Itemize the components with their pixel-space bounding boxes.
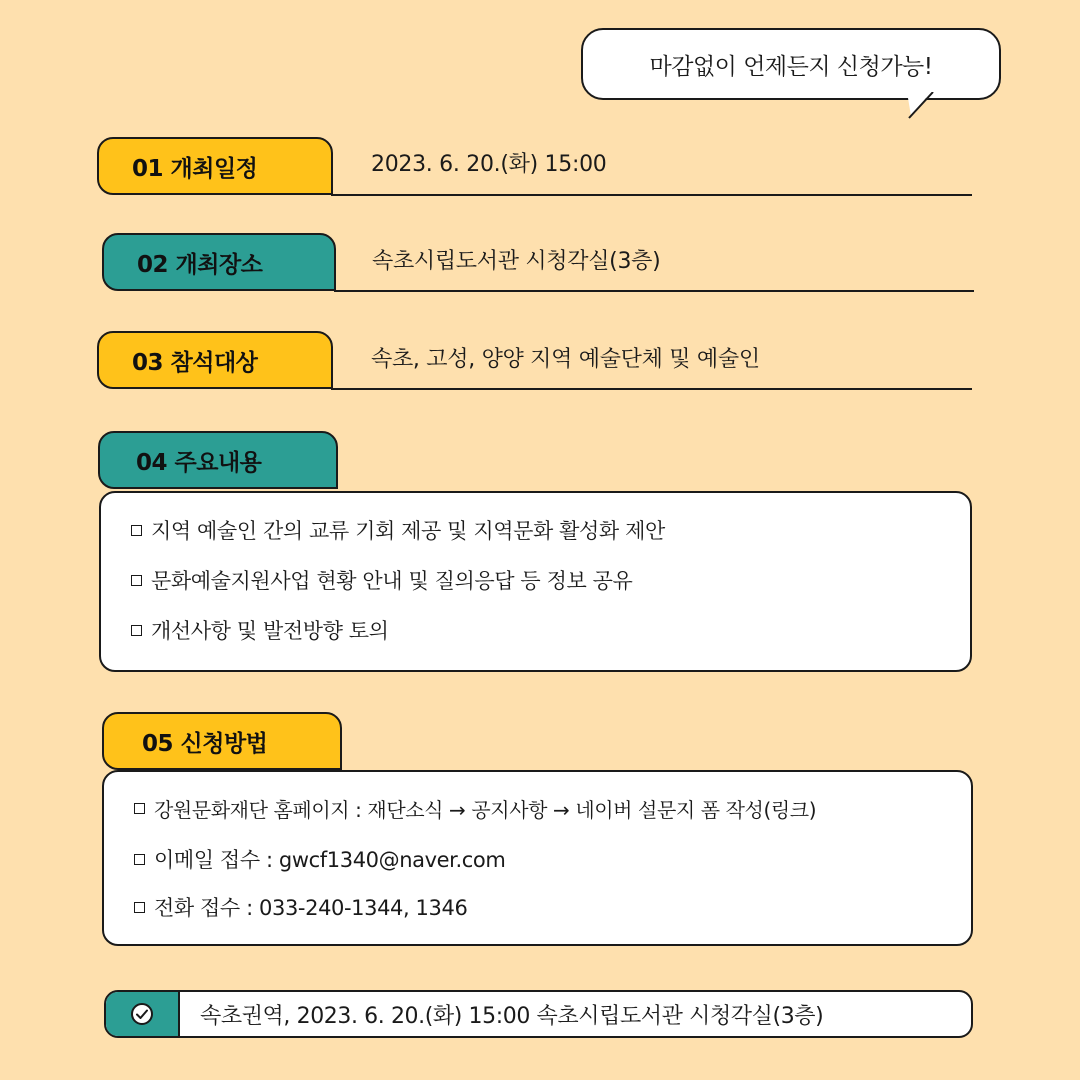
list-item: 개선사항 및 발전방향 토의: [131, 615, 389, 645]
section-underline: [331, 194, 972, 196]
deadline-speech-bubble: [581, 28, 1001, 100]
section-tag-venue: 02 개최장소: [102, 233, 336, 291]
section-tag-apply: 05 신청방법: [102, 712, 342, 770]
section-tag-attendees: 03 참석대상: [97, 331, 333, 389]
summary-footer-bar: [104, 990, 973, 1038]
list-item: 지역 예술인 간의 교류 기회 제공 및 지역문화 활성화 제안: [131, 515, 665, 545]
square-bullet-icon: [134, 803, 145, 814]
list-item: 문화예술지원사업 현황 안내 및 질의응답 등 정보 공유: [131, 565, 632, 595]
section-underline: [334, 290, 974, 292]
square-bullet-icon: [131, 625, 142, 636]
footer-summary-text: 속초권역, 2023. 6. 20.(화) 15:00 속초시립도서관 시청각실(3층): [200, 1003, 824, 1029]
square-bullet-icon: [134, 854, 145, 865]
schedule-value: 2023. 6. 20.(화) 15:00: [371, 152, 607, 177]
speech-bubble-tail: [905, 92, 945, 124]
content-panel: [99, 491, 972, 672]
apply-panel: [102, 770, 973, 946]
section-tag-content: 04 주요내용: [98, 431, 338, 489]
square-bullet-icon: [131, 575, 142, 586]
check-circle-icon: [106, 992, 180, 1036]
square-bullet-icon: [134, 902, 145, 913]
attendees-value: 속초, 고성, 양양 지역 예술단체 및 예술인: [371, 347, 760, 372]
list-item: 강원문화재단 홈페이지 : 재단소식 → 공지사항 → 네이버 설문지 폼 작성(링크): [134, 794, 816, 823]
list-item: 전화 접수 : 033-240-1344, 1346: [134, 892, 467, 922]
venue-value: 속초시립도서관 시청각실(3층): [372, 249, 661, 274]
bubble-text: 마감없이 언제든지 신청가능!: [649, 53, 933, 80]
section-underline: [331, 388, 972, 390]
section-tag-schedule: 01 개최일정: [97, 137, 333, 195]
square-bullet-icon: [131, 525, 142, 536]
list-item: 이메일 접수 : gwcf1340@naver.com: [134, 844, 505, 874]
